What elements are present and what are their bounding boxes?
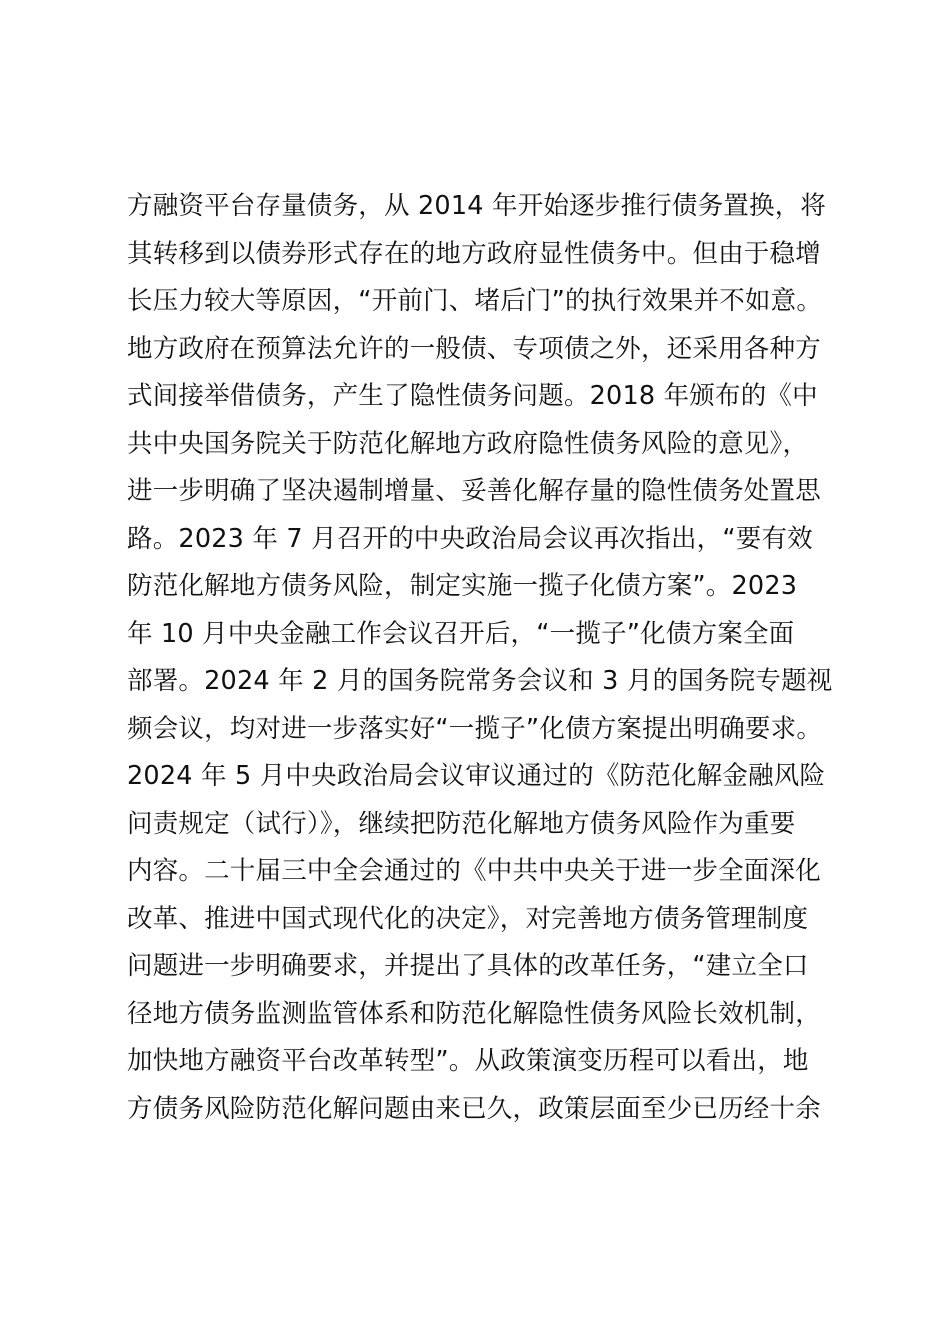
text-line: 部署。2024 年 2 月的国务院常务会议和 3 月的国务院专题视	[127, 666, 833, 696]
text-line: 进一步明确了坚决遏制增量、妥善化解存量的隐性债务处置思	[127, 476, 821, 506]
text-line: 方融资平台存量债务，从 2014 年开始逐步推行债务置换，将	[127, 191, 827, 221]
text-line: 径地方债务监测监管体系和防范化解隐性债务风险长效机制，	[127, 998, 821, 1029]
text-line: 频会议，均对进一步落实好“一揽子”化债方案提出明确要求。	[127, 713, 823, 744]
text-line: 其转移到以债券形式存在的地方政府显性债务中。但由于稳增	[127, 238, 821, 269]
text-line: 共中央国务院关于防范化解地方政府隐性债务风险的意见》，	[127, 428, 809, 459]
text-line: 路。2023 年 7 月召开的中央政治局会议再次指出，“要有效	[127, 523, 813, 554]
text-line: 问责规定（试行）》，继续把防范化解地方债务风险作为重要	[127, 808, 796, 839]
text-line: 长压力较大等原因，“开前门、堵后门”的执行效果并不如意。	[127, 286, 823, 316]
text-line: 年 10 月中央金融工作会议召开后，“一揽子”化债方案全面	[127, 618, 795, 649]
text-line: 2024 年 5 月中央政治局会议审议通过的《防范化解金融风险	[127, 761, 826, 791]
text-line: 方债务风险防范化解问题由来已久，政策层面至少已历经十余	[127, 1093, 821, 1124]
text-line: 加快地方融资平台改革转型”。从政策演变历程可以看出，地	[127, 1046, 809, 1076]
text-line: 内容。二十届三中全会通过的《中共中央关于进一步全面深化	[127, 856, 821, 886]
body-paragraph	[127, 186, 847, 1136]
text-line: 地方政府在预算法允许的一般债、专项债之外，还采用各种方	[127, 333, 821, 364]
text-line: 式间接举借债务，产生了隐性债务问题。2018 年颁布的《中	[127, 381, 818, 411]
text-line: 防范化解地方债务风险，制定实施一揽子化债方案”。2023	[127, 571, 798, 601]
text-line: 问题进一步明确要求，并提出了具体的改革任务，“建立全口	[127, 951, 809, 981]
text-line: 改革、推进中国式现代化的决定》，对完善地方债务管理制度	[127, 903, 809, 934]
